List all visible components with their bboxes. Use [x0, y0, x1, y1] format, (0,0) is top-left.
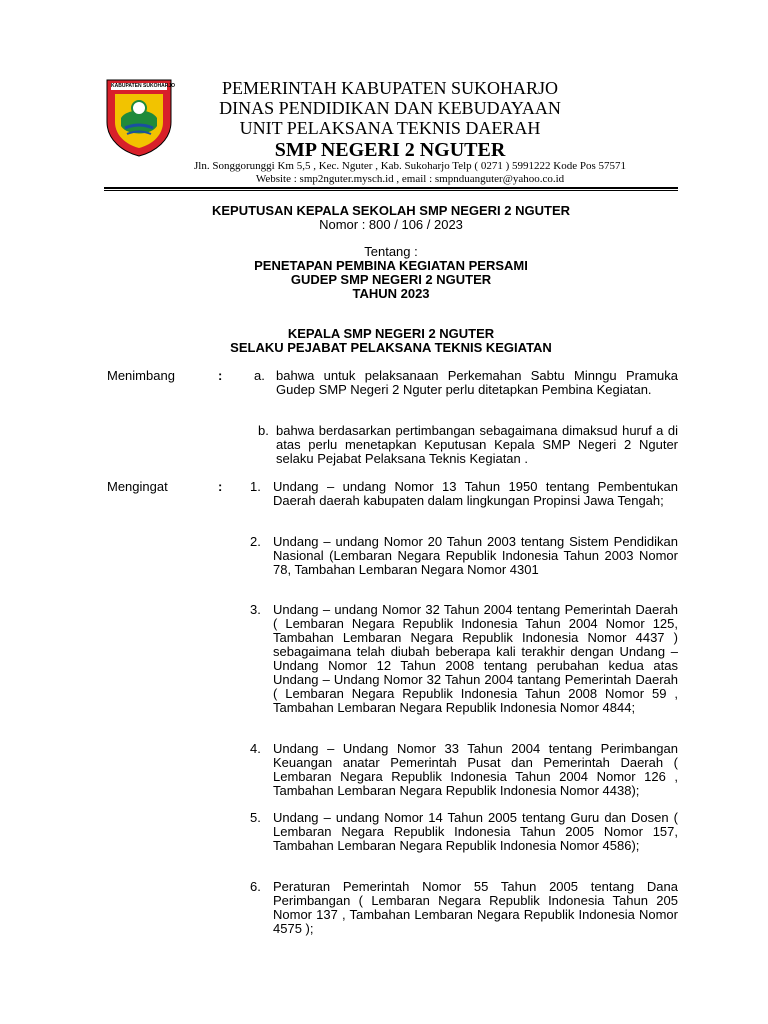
menimbang-a-text: bahwa untuk pelaksanaan Perkemahan Sabtu Minngu Pramuka Gudep SMP Negeri 2 Nguter perlu ditetapkan Pembina Kegiatan.: [276, 368, 678, 397]
mengingat-item-text: Peraturan Pemerintah Nomor 55 Tahun 2005 tentang Dana Perimbangan ( Lembaran Negara Republik Indonesia Tahun 205 Nomor 137 , Tambahan Lembaran Negara Republik Indonesia Nomor 4575 );: [273, 879, 678, 936]
mengingat-item-marker: 4.: [250, 741, 261, 756]
regency-logo: [105, 78, 173, 158]
letterhead-unit: UNIT PELAKSANA TEKNIS DAERAH: [239, 118, 541, 138]
mengingat-item-marker: 1.: [250, 479, 261, 494]
decree-subject-3: TAHUN 2023: [352, 286, 430, 301]
letterhead-contact: [100, 160, 720, 186]
letterhead-address: Jln. Songgorunggi Km 5,5 , Kec. Nguter , Kab. Sukoharjo Telp ( 0271 ) 5991222 Kode Pos 57571: [194, 160, 626, 172]
menimbang-a-marker: a.: [254, 368, 265, 383]
letterhead: [180, 78, 600, 162]
letterhead-rule-thick: [104, 187, 678, 189]
decree-title: KEPUTUSAN KEPALA SEKOLAH SMP NEGERI 2 NGUTER: [211, 203, 571, 218]
mengingat-item-marker: 6.: [250, 879, 261, 894]
decree-subject-2: GUDEP SMP NEGERI 2 NGUTER: [290, 272, 492, 287]
menimbang-label: Menimbang: [107, 368, 175, 383]
letterhead-rule-thin: [104, 190, 678, 191]
mengingat-colon: :: [218, 479, 223, 494]
official-title-1: KEPALA SMP NEGERI 2 NGUTER: [287, 326, 495, 341]
decree-number: Nomor : 800 / 106 / 2023: [319, 217, 463, 232]
mengingat-item-marker: 2.: [250, 534, 261, 549]
menimbang-b-marker: b.: [258, 423, 269, 438]
letterhead-website: Website : smp2nguter.mysch.id , email : smpnduanguter@yahoo.co.id: [255, 173, 565, 185]
mengingat-item-text: Undang – undang Nomor 20 Tahun 2003 tentang Sistem Pendidikan Nasional (Lembaran Negara Republik Indonesia Tahun 2003 Nomor 78, Tambahan Lembaran Negara Nomor 4301: [273, 534, 678, 577]
mengingat-item-marker: 5.: [250, 810, 261, 825]
letterhead-department: DINAS PENDIDIKAN DAN KEBUDAYAAN: [219, 98, 561, 118]
mengingat-label: Mengingat: [107, 479, 168, 494]
mengingat-item-text: Undang – undang Nomor 32 Tahun 2004 tentang Pemerintah Daerah ( Lembaran Negara Republik Indonesia Tahun 2004 Nomor 125, Tambahan Lembaran Negara Republik Indonesia Nomor 4437 ) sebagaimana telah diubah beberapa kali terakhir dengan Undang – Undang Nomor 12 Tahun 2008 tentang perubahan kedua atas Undang – Undang Nomor 32 Tahun 2004 tantang Pemerintah Daerah ( Lembaran Negara Republik Indonesia Tahun 2008 Nomor 59 , Tambahan Lembaran Negara Republik Indonesia Nomor 4844;: [273, 602, 678, 715]
mengingat-item-text: Undang – undang Nomor 14 Tahun 2005 tentang Guru dan Dosen ( Lembaran Negara Republik Indonesia Tahun 2005 Nomor 157, Tambahan Lembaran Negara Republik Indonesia Nomor 4586);: [273, 810, 678, 853]
menimbang-colon: :: [218, 368, 223, 383]
official-title-2: SELAKU PEJABAT PELAKSANA TEKNIS KEGIATAN: [230, 340, 552, 355]
menimbang-b-text: bahwa berdasarkan pertimbangan sebagaimana dimaksud huruf a di atas perlu menetapkan Keputusan Kepala SMP Negeri 2 Nguter selaku Pejabat Pelaksana Teknis Kegiatan .: [276, 423, 678, 466]
mengingat-item-text: Undang – undang Nomor 13 Tahun 1950 tentang Pembentukan Daerah daerah kabupaten dalam lingkungan Propinsi Jawa Tengah;: [273, 479, 678, 508]
logo-banner-text: KABUPATEN SUKOHARJO: [111, 83, 175, 89]
mengingat-item-marker: 3.: [250, 602, 261, 617]
decree-tentang: Tentang :: [364, 244, 418, 259]
mengingat-item-text: Undang – Undang Nomor 33 Tahun 2004 tentang Perimbangan Keuangan anatar Pemerintah Pusat dan Pemerintah Daerah ( Lembaran Negara Republik Indonesia Tahun 2004 Nomor 126 , Tambahan Lembaran Negara Republik Indonesia Nomor 4438);: [273, 741, 678, 798]
regency-emblem-icon: [105, 78, 173, 158]
decree-subject-1: PENETAPAN PEMBINA KEGIATAN PERSAMI: [254, 258, 528, 273]
letterhead-government: PEMERINTAH KABUPATEN SUKOHARJO: [222, 78, 558, 98]
letterhead-school-name: SMP NEGERI 2 NGUTER: [274, 139, 506, 161]
